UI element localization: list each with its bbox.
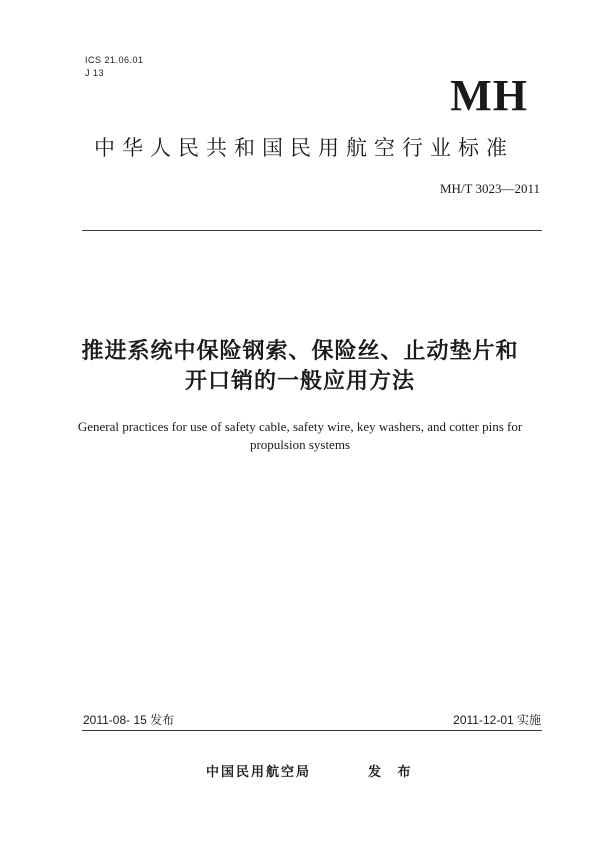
implementation-date: 2011-12-01 实施	[453, 713, 541, 727]
title-en-line2: propulsion systems	[249, 437, 351, 452]
mh-logo: MH	[450, 71, 528, 120]
standard-class-title: 中华人民共和国民用航空行业标准	[94, 136, 514, 160]
title-en-line1: General practices for use of safety cable, safety wire, key washers, and cotter pins for	[77, 419, 523, 434]
publisher-name: 中国民用航空局	[206, 765, 312, 780]
header-divider	[82, 230, 542, 231]
footer-divider	[82, 730, 542, 731]
issue-date: 2011-08- 15 发布	[83, 713, 175, 727]
ics-code: ICS 21.06.01	[85, 55, 144, 65]
ccs-code: J 13	[85, 68, 105, 78]
publish-label: 发 布	[368, 765, 417, 780]
title-zh-line1: 推进系统中保险钢索、保险丝、止动垫片和	[81, 339, 519, 364]
title-zh-line2: 开口销的一般应用方法	[184, 369, 415, 394]
standard-number: MH/T 3023—2011	[439, 181, 540, 196]
